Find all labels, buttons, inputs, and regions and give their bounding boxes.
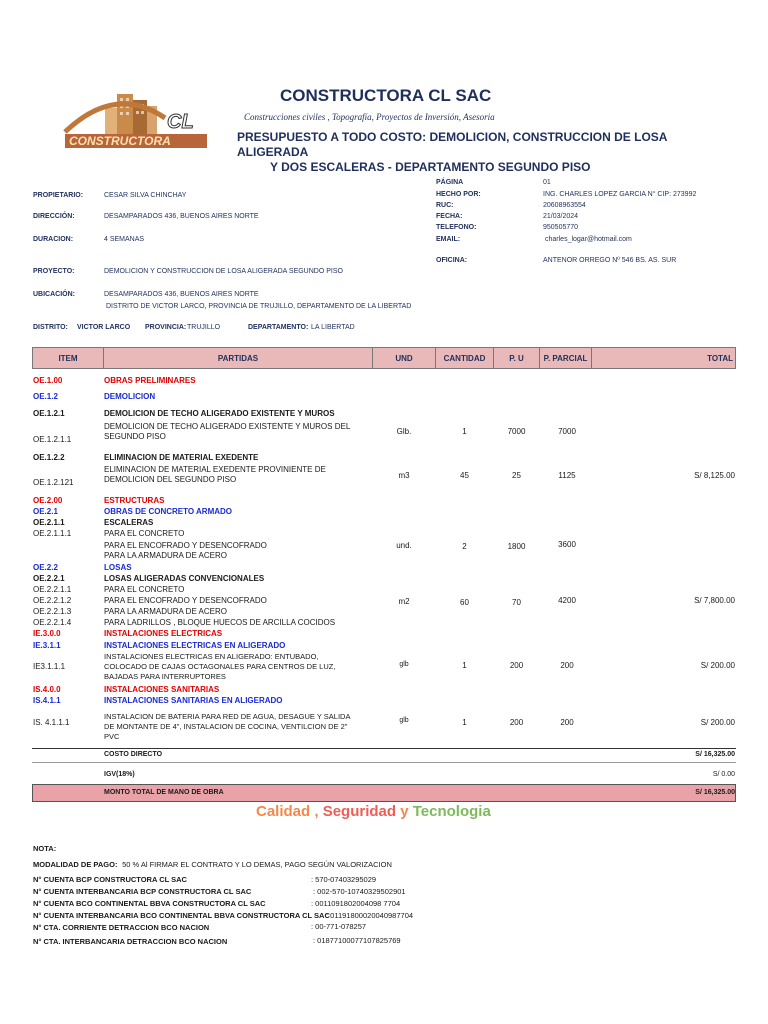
slogan-sep: , (310, 803, 323, 820)
row-und: glb (399, 661, 409, 668)
district-value: VICTOR LARCO (77, 324, 131, 331)
address-label: DIRECCIÓN: (33, 213, 75, 220)
row-desc: DEMOLICION DE TECHO ALIGERADO EXISTENTE Y MUROS DEL SEGUNDO PISO (104, 422, 350, 441)
row-desc: PARA EL ENCOFRADO Y DESENCOFRADO (104, 596, 267, 605)
row-code: OE.1.2 (33, 392, 58, 401)
col-partidas: PARTIDAS (103, 347, 373, 369)
account-label: N° CUENTA BCO CONTINENTAL BBVA CONSTRUCTORA CL SAC (33, 899, 266, 908)
col-pu: P. U (493, 347, 540, 369)
project-label: PROYECTO: (33, 268, 75, 275)
row-desc: PARA EL CONCRETO (104, 585, 185, 594)
department-value: LA LIBERTAD (311, 324, 355, 331)
col-cantidad: CANTIDAD (435, 347, 494, 369)
row-parcial: 3600 (558, 540, 576, 549)
row-cant: 60 (460, 598, 469, 607)
row-und: Glb. (396, 427, 412, 436)
duration-label: DURACION: (33, 236, 74, 243)
location-value: DESAMPARADOS 436, BUENOS AIRES NORTE (104, 291, 259, 298)
row-desc: INSTALACIONES ELECTRICAS EN ALIGERADO: ENTUBADO, COLOCADO DE CAJAS OCTAGONALES PARA CENTROS DE LUZ, BAJADAS PARA INTERRUPTORES (104, 652, 336, 681)
row-cant: 45 (460, 471, 469, 480)
address-value: DESAMPARADOS 436, BUENOS AIRES NORTE (104, 213, 259, 220)
row-code: OE.1.00 (33, 376, 63, 385)
location-value-2: DISTRITO DE VICTOR LARCO, PROVINCIA DE TRUJILLO, DEPARTAMENTO DE LA LIBERTAD (106, 303, 412, 310)
note-title: NOTA: (33, 844, 57, 853)
row-cant: 2 (462, 542, 467, 551)
province-label: PROVINCIA: (145, 324, 187, 331)
row-parcial: 4200 (558, 596, 576, 605)
total-value: S/ 16,325.00 (695, 789, 735, 796)
row-code: OE.1.2.2 (33, 453, 65, 462)
row-cant: 1 (462, 427, 467, 436)
row-code: OE.2.2.1.3 (33, 607, 72, 616)
row-desc: INSTALACION DE BATERIA PARA RED DE AGUA, DESAGUE Y SALIDA DE MONTANTE DE 4", INSTALACION DE COCINA, VENTILCION DE 2" PVC (104, 712, 351, 741)
row-und: m3 (398, 471, 410, 480)
row-cant: 1 (462, 718, 467, 727)
igv-value: S/ 0.00 (712, 771, 735, 778)
row-desc: DEMOLICION DE TECHO ALIGERADO EXISTENTE Y MUROS (104, 409, 335, 418)
location-label: UBICACIÓN: (33, 291, 75, 298)
account-label: N° CUENTA INTERBANCARIA BCP CONSTRUCTORA CL SAC (33, 887, 252, 896)
account-value: : 00-771-078257 (311, 922, 367, 931)
row-desc: ESTRUCTURAS (104, 496, 165, 505)
logo-mark: CL (167, 111, 194, 133)
row-pu: 200 (509, 661, 524, 670)
email-value[interactable]: charles_logar@hotmail.com (545, 236, 632, 243)
row-desc: INSTALACIONES SANITARIAS (104, 685, 220, 694)
row-code: OE.2.2.1 (33, 574, 65, 583)
row-desc: DEMOLICION (104, 392, 156, 401)
row-parcial: 1125 (558, 471, 576, 480)
ruc-value: 20608963554 (543, 202, 586, 209)
row-total: S/ 7,800.00 (694, 596, 735, 605)
slogan (256, 803, 491, 820)
owner-label: PROPIETARIO: (33, 192, 84, 199)
province-value: TRUJILLO (187, 324, 221, 331)
email-label: EMAIL: (436, 236, 461, 243)
budget-title (237, 130, 737, 175)
row-code: OE.2.2.1.4 (33, 618, 72, 627)
row-pu: 200 (509, 718, 524, 727)
row-code: OE.1.2.121 (33, 478, 74, 487)
row-code: OE.2.2.1.1 (33, 585, 72, 594)
col-item: ITEM (32, 347, 104, 369)
row-desc: ESCALERAS (104, 518, 154, 527)
account-label: N° CTA. CORRIENTE DETRACCION BCO NACION (33, 923, 210, 932)
account-label: N° CUENTA BCP CONSTRUCTORA CL SAC (33, 875, 187, 884)
account-value: : 002-570-10740329502901 (313, 887, 406, 896)
row-total: S/ 200.00 (700, 661, 735, 670)
row-code: IE.3.1.1 (33, 641, 61, 650)
company-logo (55, 88, 215, 156)
row-desc: LOSAS (104, 563, 132, 572)
office-value: ANTENOR ORREGO Nº 546 BS. AS. SUR (543, 257, 677, 264)
col-parcial: P. PARCIAL (539, 347, 592, 369)
row-pu: 1800 (507, 542, 526, 551)
company-tagline: Construcciones civiles , Topografía, Proyectos de Inversión, Asesoria (244, 112, 495, 122)
row-parcial: 200 (560, 718, 574, 727)
row-parcial: 7000 (558, 427, 576, 436)
phone-label: TELEFONO: (436, 224, 477, 231)
ruc-label: RUC: (436, 202, 454, 209)
slogan-quality: Calidad (256, 803, 311, 820)
divider (32, 748, 736, 749)
row-desc: INSTALACIONES ELECTRICAS EN ALIGERADO (104, 641, 286, 650)
row-desc: ELIMINACION DE MATERIAL EXEDENTE (104, 453, 259, 462)
row-desc: PARA LA ARMADURA DE ACERO (104, 551, 228, 560)
row-code: OE.1.2.1 (33, 409, 65, 418)
page-value: 01 (543, 179, 551, 186)
slogan-technology: Tecnologia (412, 803, 491, 820)
row-und: m2 (398, 597, 410, 606)
date-label: FECHA: (436, 213, 463, 220)
row-code: OE.2.2 (33, 563, 58, 572)
duration-value: 4 SEMANAS (104, 236, 145, 243)
row-pu: 70 (512, 598, 521, 607)
row-code: IE.3.0.0 (33, 629, 61, 638)
owner-value: CESAR SILVA CHINCHAY (104, 192, 187, 199)
company-name: CONSTRUCTORA CL SAC (280, 86, 492, 105)
account-value: : 01877100077107825769 (313, 936, 401, 945)
payment-value: 50 % Al FIRMAR EL CONTRATO Y LO DEMAS, PAGO SEGÚN VALORIZACION (120, 860, 392, 869)
row-parcial: 200 (560, 661, 574, 670)
igv-label: IGV(18%) (104, 771, 135, 778)
account-label: N° CUENTA INTERBANCARIA BCO CONTINENTAL BBVA CONSTRUCTORA CL SAC (33, 911, 330, 920)
row-desc: INSTALACIONES SANITARIAS EN ALIGERADO (104, 696, 283, 705)
row-desc: OBRAS PRELIMINARES (104, 376, 196, 385)
row-pu: 7000 (507, 427, 526, 436)
row-desc: OBRAS DE CONCRETO ARMADO (104, 507, 233, 516)
direct-cost-label: COSTO DIRECTO (104, 751, 163, 758)
row-desc: PARA LADRILLOS , BLOQUE HUECOS DE ARCILLA COCIDOS (104, 618, 336, 627)
row-code: OE.2.2.1.2 (33, 596, 72, 605)
row-und: glb (399, 717, 409, 724)
row-desc: LOSAS ALIGERADAS CONVENCIONALES (104, 574, 265, 583)
row-pu: 25 (512, 471, 521, 480)
row-desc: ELIMINACION DE MATERIAL EXEDENTE PROVINIENTE DE DEMOLICION DEL SEGUNDO PISO (104, 465, 326, 484)
row-cant: 1 (462, 661, 467, 670)
row-desc: PARA LA ARMADURA DE ACERO (104, 607, 228, 616)
col-total: TOTAL (591, 347, 736, 369)
row-code: OE.2.1.1 (33, 518, 65, 527)
office-label: OFICINA: (436, 257, 468, 264)
row-code: IS.4.1.1 (33, 696, 61, 705)
account-value: : 570-07403295029 (311, 875, 377, 884)
row-und: und. (396, 541, 412, 550)
row-code: OE.2.1.1.1 (33, 529, 72, 538)
row-desc: PARA EL CONCRETO (104, 529, 185, 538)
date-value: 21/03/2024 (543, 213, 579, 220)
row-code: OE.1.2.1.1 (33, 435, 72, 444)
account-value: : 01191800020040987704 (326, 911, 414, 920)
district-label: DISTRITO: (33, 324, 68, 331)
account-value: : 0011091802004098 7704 (311, 899, 401, 908)
account-label: N° CTA. INTERBANCARIA DETRACCION BCO NACION (33, 937, 228, 946)
author-value: ING. CHARLES LOPEZ GARCIA N° CIP: 273992 (543, 191, 697, 198)
direct-cost-value: S/ 16,325.00 (695, 751, 735, 758)
logo-text: CONSTRUCTORA (69, 134, 171, 148)
total-label: MONTO TOTAL DE MANO DE OBRA (104, 789, 224, 796)
col-und: UND (372, 347, 436, 369)
payment-label: MODALIDAD DE PAGO: (33, 860, 118, 869)
row-code: IS. 4.1.1.1 (33, 718, 70, 727)
slogan-security: Seguridad (322, 803, 397, 820)
row-desc: PARA EL ENCOFRADO Y DESENCOFRADO (104, 541, 267, 550)
row-code: IE3.1.1.1 (33, 662, 66, 671)
budget-title-line2: Y DOS ESCALERAS - DEPARTAMENTO SEGUNDO PISO (270, 160, 591, 174)
page-label: PÁGINA (436, 179, 464, 186)
phone-value: 950505770 (543, 224, 579, 231)
budget-title-line1: PRESUPUESTO A TODO COSTO: DEMOLICION, CONSTRUCCION DE LOSA ALIGERADA (237, 130, 668, 159)
department-label: DEPARTAMENTO: (248, 324, 309, 331)
row-total: S/ 8,125.00 (694, 471, 735, 480)
author-label: HECHO POR: (436, 191, 481, 198)
row-desc: INSTALACIONES ELECTRICAS (104, 629, 223, 638)
slogan-sep: y (396, 803, 413, 820)
row-code: IS.4.0.0 (33, 685, 61, 694)
row-total: S/ 200.00 (700, 718, 735, 727)
divider (32, 762, 736, 763)
project-value: DEMOLICION Y CONSTRUCCION DE LOSA ALIGERADA SEGUNDO PISO (104, 268, 343, 275)
row-code: OE.2.00 (33, 496, 63, 505)
row-code: OE.2.1 (33, 507, 58, 516)
